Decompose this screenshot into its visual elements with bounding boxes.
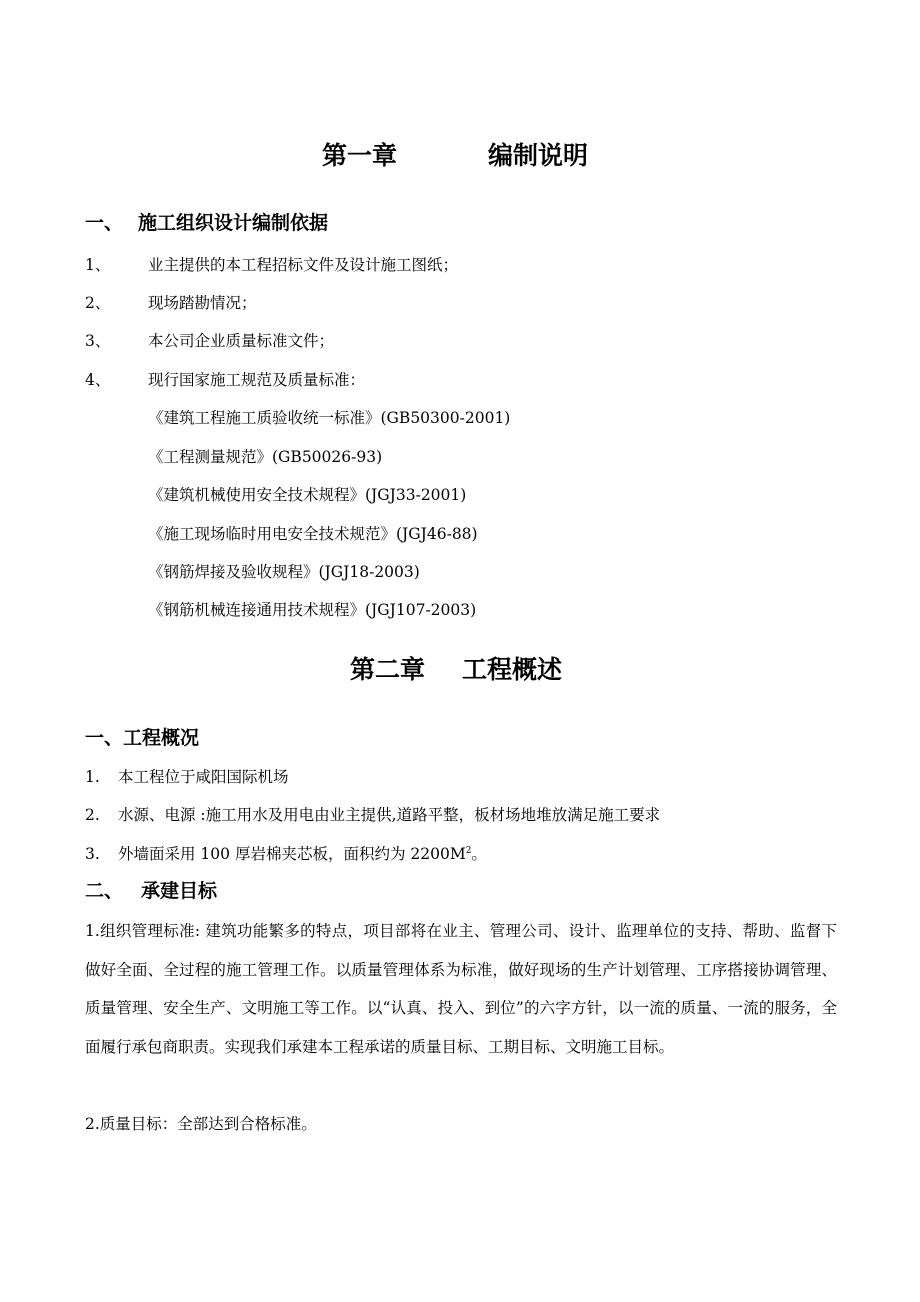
list-item-text: 业主提供的本工程招标文件及设计施工图纸；: [148, 256, 459, 274]
list-item-text: 本工程位于咸阳国际机场: [118, 768, 289, 786]
paragraph-organization-standard: 1.组织管理标准: 建筑功能繁多的特点，项目部将在业主、管理公司、设计、监理单位的支持、帮助、监督下做好全面、全过程的施工管理工作。以质量管理体系为标准，做好现场的生产计划管理、工序搭接协调管理、质量管理、安全生产、文明施工等工作。以“认真、投入、到位”的六字方针，以一流的质量、一流的服务，全面履行承包商职责。实现我们承建本工程承诺的质量目标、工期目标、文明施工目标。: [85, 922, 837, 1056]
standard-item: 《建筑工程施工质验收统一标准》(GB50300-2001): [148, 409, 511, 427]
standard-item: 《建筑机械使用安全技术规程》(JGJ33-2001): [148, 486, 467, 504]
list-item-number: 2、: [85, 294, 111, 312]
area-text: 外墙面采用 100 厚岩棉夹芯板，面积约为 2200M: [118, 845, 466, 863]
list-item-text: 现行国家施工规范及质量标准：: [148, 371, 366, 389]
list-item-number: 2.: [85, 806, 100, 824]
chapter-1-label: 第一章: [322, 141, 398, 170]
section-3-number: 二、: [85, 880, 124, 902]
area-superscript: 2: [465, 845, 472, 856]
paragraph-quality-target: 2.质量目标：全部达到合格标准。: [85, 1115, 317, 1133]
list-item-number: 1.: [85, 768, 100, 786]
list-item-number: 1、: [85, 256, 111, 274]
chapter-2-title: 工程概述: [462, 655, 563, 684]
standard-item: 《工程测量规范》(GB50026-93): [148, 448, 383, 466]
section-2-title: 一、工程概况: [85, 727, 200, 749]
standard-item: 《钢筋机械连接通用技术规程》(JGJ107-2003): [148, 601, 477, 619]
section-1-number: 一、: [85, 212, 124, 234]
list-item-number: 4、: [85, 371, 111, 389]
section-1-title: 施工组织设计编制依据: [138, 212, 329, 234]
area-tail: 。: [471, 845, 487, 863]
chapter-1-title: 编制说明: [488, 141, 589, 170]
list-item-text: 水源、电源 :施工用水及用电由业主提供,道路平整，板材场地堆放满足施工要求: [118, 806, 661, 824]
section-3-title: 承建目标: [141, 880, 218, 902]
list-item-number: 3.: [85, 845, 100, 863]
standard-item: 《施工现场临时用电安全技术规范》(JGJ46-88): [148, 525, 478, 543]
list-item-text: 现场踏勘情况；: [148, 294, 257, 312]
standard-item: 《钢筋焊接及验收规程》(JGJ18-2003): [148, 563, 420, 581]
chapter-2-label: 第二章: [350, 655, 426, 684]
list-item-number: 3、: [85, 332, 111, 350]
list-item-text-with-superscript: [118, 843, 487, 865]
list-item-text: 本公司企业质量标准文件；: [148, 332, 335, 350]
